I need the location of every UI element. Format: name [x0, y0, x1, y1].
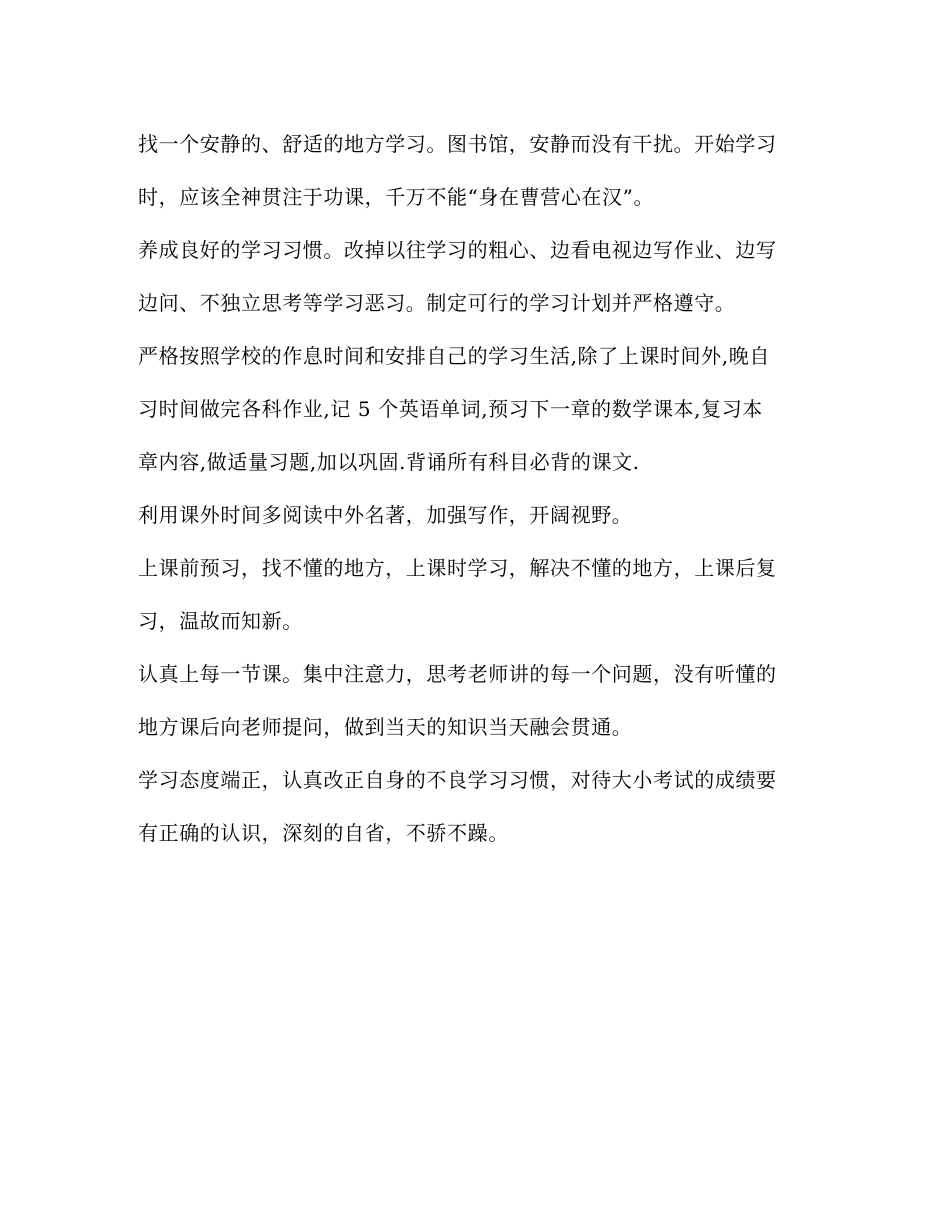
text-line: 时，应该全神贯注于功课，千万不能“身在曹营心在汉”。 [138, 185, 655, 209]
text-line: 有正确的认识，深刻的自省，不骄不躁。 [138, 821, 509, 845]
text-line: 找一个安静的、舒适的地方学习。图书馆，安静而没有干扰。开始学习 [138, 132, 777, 156]
text-line: 上课前预习，找不懂的地方，上课时学习，解决不懂的地方，上课后复 [138, 556, 777, 580]
text-line: 养成良好的学习习惯。改掉以往学习的粗心、边看电视边写作业、边写 [138, 238, 777, 262]
text-line: 地方课后向老师提问，做到当天的知识当天融会贯通。 [138, 715, 633, 739]
text-line: 严格按照学校的作息时间和安排自己的学习生活,除了上课时间外,晚自 [138, 344, 770, 368]
text-line: 边问、不独立思考等学习恶习。制定可行的学习计划并严格遵守。 [138, 291, 736, 315]
text-line: 习时间做完各科作业,记 5 个英语单词,预习下一章的数学课本,复习本 [138, 397, 763, 421]
text-line: 认真上每一节课。集中注意力，思考老师讲的每一个问题，没有听懂的 [138, 662, 777, 686]
document-body [138, 118, 828, 860]
text-line: 习，温故而知新。 [138, 609, 303, 633]
text-line: 学习态度端正，认真改正自身的不良学习习惯，对待大小考试的成绩要 [138, 768, 777, 792]
text-line: 利用课外时间多阅读中外名著，加强写作，开阔视野。 [138, 503, 633, 527]
text-line: 章内容,做适量习题,加以巩固.背诵所有科目必背的课文. [138, 450, 640, 474]
